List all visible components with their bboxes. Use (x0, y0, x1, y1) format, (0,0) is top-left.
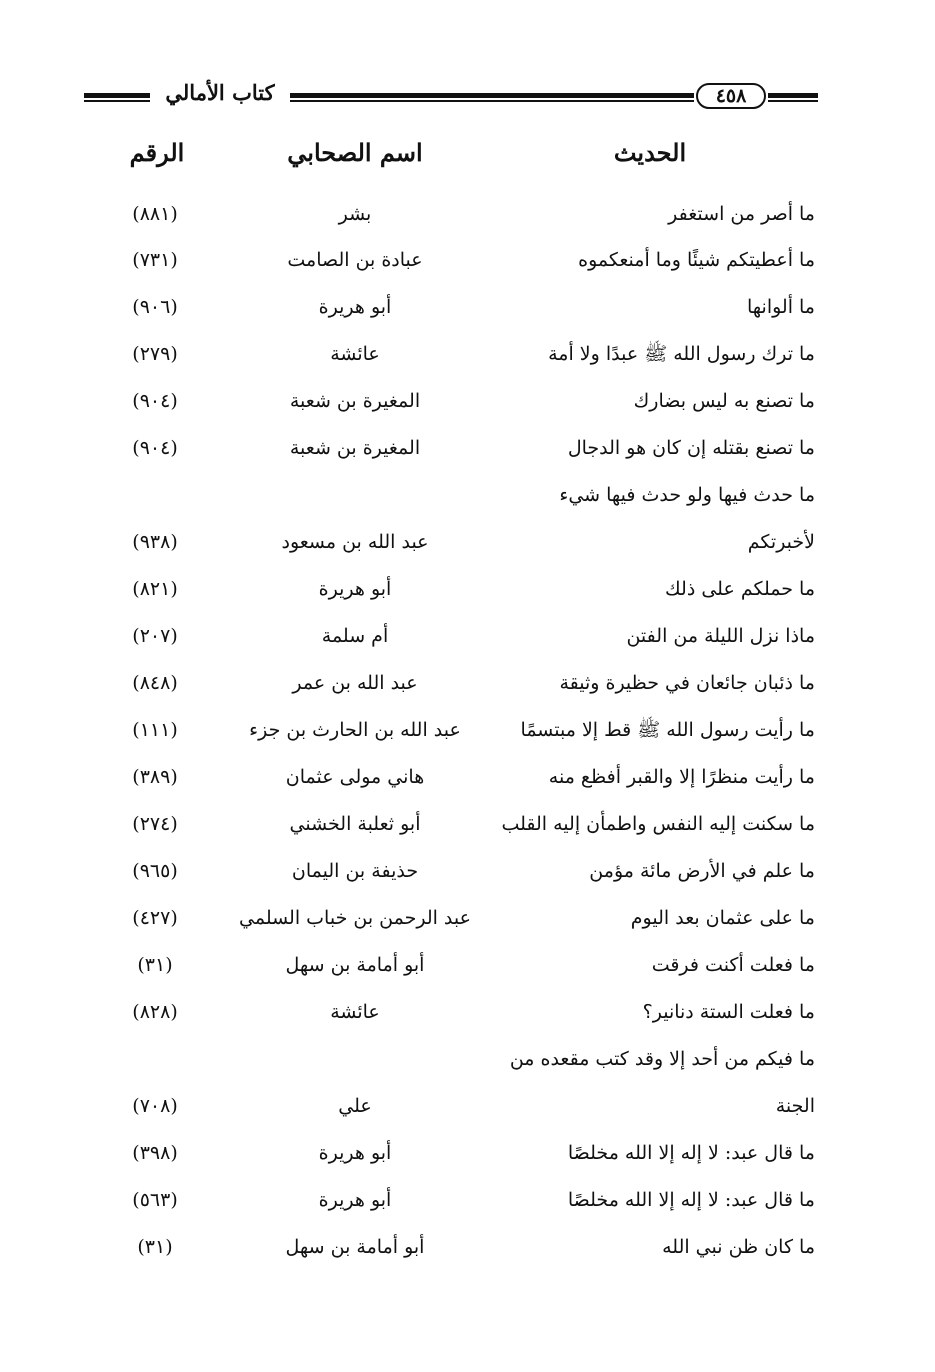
sahabi-name: عبد الله بن الحارث بن جزء (249, 719, 461, 741)
hadith-number: (٣١) (137, 1236, 173, 1258)
hadith-number: (٩٣٨) (132, 531, 178, 553)
hadith-text: الجنة (775, 1095, 815, 1117)
sahabi-name: عبد الله بن مسعود (281, 531, 429, 553)
hadith-number: (٨٤٨) (132, 672, 178, 694)
hadith-number: (٤٢٧) (132, 907, 178, 929)
hadith-text: ما حدث فيها ولو حدث فيها شيء (559, 484, 815, 506)
hadith-text: ما كان ظن نبي الله (662, 1236, 815, 1258)
sahabi-name: عائشة (330, 1001, 380, 1023)
hadith-text: ما على عثمان بعد اليوم (630, 907, 815, 929)
hadith-number: (٢٧٩) (132, 343, 178, 365)
hadith-number: (٣٨٩) (132, 766, 178, 788)
table-row (0, 242, 935, 278)
sahabi-name: أبو أمامة بن سهل (285, 954, 425, 976)
sahabi-name: أبو هريرة (318, 1142, 392, 1164)
table-row (0, 571, 935, 607)
hadith-text: لأخبرتكم (747, 531, 815, 553)
hadith-text: ما ترك رسول الله ﷺ عبدًا ولا أمة (548, 343, 815, 365)
sahabi-name: أبو هريرة (318, 578, 392, 600)
sahabi-name: بشر (338, 203, 372, 225)
column-header-sahabi: اسم الصحابي (287, 138, 423, 167)
table-row (0, 1088, 935, 1124)
hadith-number: (٨٨١) (132, 203, 178, 225)
hadith-text: ما فعلت الستة دنانير؟ (642, 1001, 815, 1023)
hadith-text: ما تصنع بقتله إن كان هو الدجال (567, 437, 815, 459)
sahabi-name: هاني مولى عثمان (285, 766, 425, 788)
hadith-number: (٣١) (137, 954, 173, 976)
table-row (0, 806, 935, 842)
hadith-number: (٢٧٤) (132, 813, 178, 835)
table-row (0, 196, 935, 232)
table-row (0, 289, 935, 325)
hadith-number: (٧٠٨) (132, 1095, 178, 1117)
hadith-text: ما أصر من استغفر (668, 203, 815, 225)
hadith-text: ما فيكم من أحد إلا وقد كتب مقعده من (509, 1048, 815, 1070)
table-row (0, 994, 935, 1030)
hadith-text: ما تصنع به ليس بضارك (633, 390, 815, 412)
sahabi-name: علي (338, 1095, 372, 1117)
hadith-number: (٩٦٥) (132, 860, 178, 882)
table-row (0, 383, 935, 419)
hadith-text: ما رأيت منظرًا إلا والقبر أفظع منه (548, 766, 815, 788)
sahabi-name: أم سلمة (321, 625, 389, 647)
table-row (0, 524, 935, 560)
sahabi-name: حذيفة بن اليمان (291, 860, 419, 882)
hadith-text: ما قال عبد: لا إله إلا الله مخلصًا (567, 1142, 815, 1164)
hadith-number: (١١١) (132, 719, 178, 741)
column-header-hadith: الحديث (613, 138, 687, 167)
hadith-text: ما أعطيتكم شيئًا وما أمنعكموه (578, 249, 815, 271)
table-row (0, 336, 935, 372)
sahabi-name: المغيرة بن شعبة (289, 437, 421, 459)
hadith-text: ما سكنت إليه النفس واطمأن إليه القلب (501, 813, 815, 835)
table-row (0, 1182, 935, 1218)
hadith-number: (٣٩٨) (132, 1142, 178, 1164)
hadith-number: (٨٢٨) (132, 1001, 178, 1023)
sahabi-name: أبو هريرة (318, 1189, 392, 1211)
page-number: ٤٥٨ (696, 83, 766, 109)
sahabi-name: أبو ثعلبة الخشني (289, 813, 421, 835)
table-row (0, 1135, 935, 1171)
table-row (0, 477, 935, 513)
sahabi-name: عبادة بن الصامت (287, 249, 423, 271)
hadith-number: (٩٠٤) (132, 390, 178, 412)
table-row (0, 759, 935, 795)
hadith-number: (٥٦٣) (132, 1189, 178, 1211)
hadith-number: (٩٠٦) (132, 296, 178, 318)
sahabi-name: أبو أمامة بن سهل (285, 1236, 425, 1258)
table-row (0, 853, 935, 889)
sahabi-name: أبو هريرة (318, 296, 392, 318)
header-rule-left (84, 93, 150, 102)
sahabi-name: عبد الله بن عمر (292, 672, 418, 694)
hadith-text: ما قال عبد: لا إله إلا الله مخلصًا (567, 1189, 815, 1211)
hadith-number: (٢٠٧) (132, 625, 178, 647)
table-row (0, 712, 935, 748)
table-row (0, 947, 935, 983)
hadith-number: (٨٢١) (132, 578, 178, 600)
hadith-text: ماذا نزل الليلة من الفتن (626, 625, 815, 647)
hadith-text: ما علم في الأرض مائة مؤمن (589, 860, 815, 882)
hadith-text: ما حملكم على ذلك (665, 578, 815, 600)
sahabi-name: عبد الرحمن بن خباب السلمي (239, 907, 471, 929)
table-row (0, 665, 935, 701)
table-row (0, 430, 935, 466)
column-header-number: الرقم (129, 138, 185, 167)
header-rule-right (768, 93, 818, 102)
table-row (0, 1229, 935, 1265)
book-title: كتاب الأمالي (165, 80, 275, 105)
hadith-number: (٧٣١) (132, 249, 178, 271)
hadith-number: (٩٠٤) (132, 437, 178, 459)
sahabi-name: عائشة (330, 343, 380, 365)
hadith-text: ما ألوانها (746, 296, 815, 318)
header-rule-middle (290, 93, 694, 102)
table-row (0, 1041, 935, 1077)
sahabi-name: المغيرة بن شعبة (289, 390, 421, 412)
table-row (0, 900, 935, 936)
hadith-text: ما رأيت رسول الله ﷺ قط إلا مبتسمًا (520, 719, 815, 741)
hadith-text: ما ذئبان جائعان في حظيرة وثيقة (559, 672, 815, 694)
table-row (0, 618, 935, 654)
hadith-text: ما فعلت أكنت فرقت (651, 954, 815, 976)
running-header (84, 78, 818, 118)
